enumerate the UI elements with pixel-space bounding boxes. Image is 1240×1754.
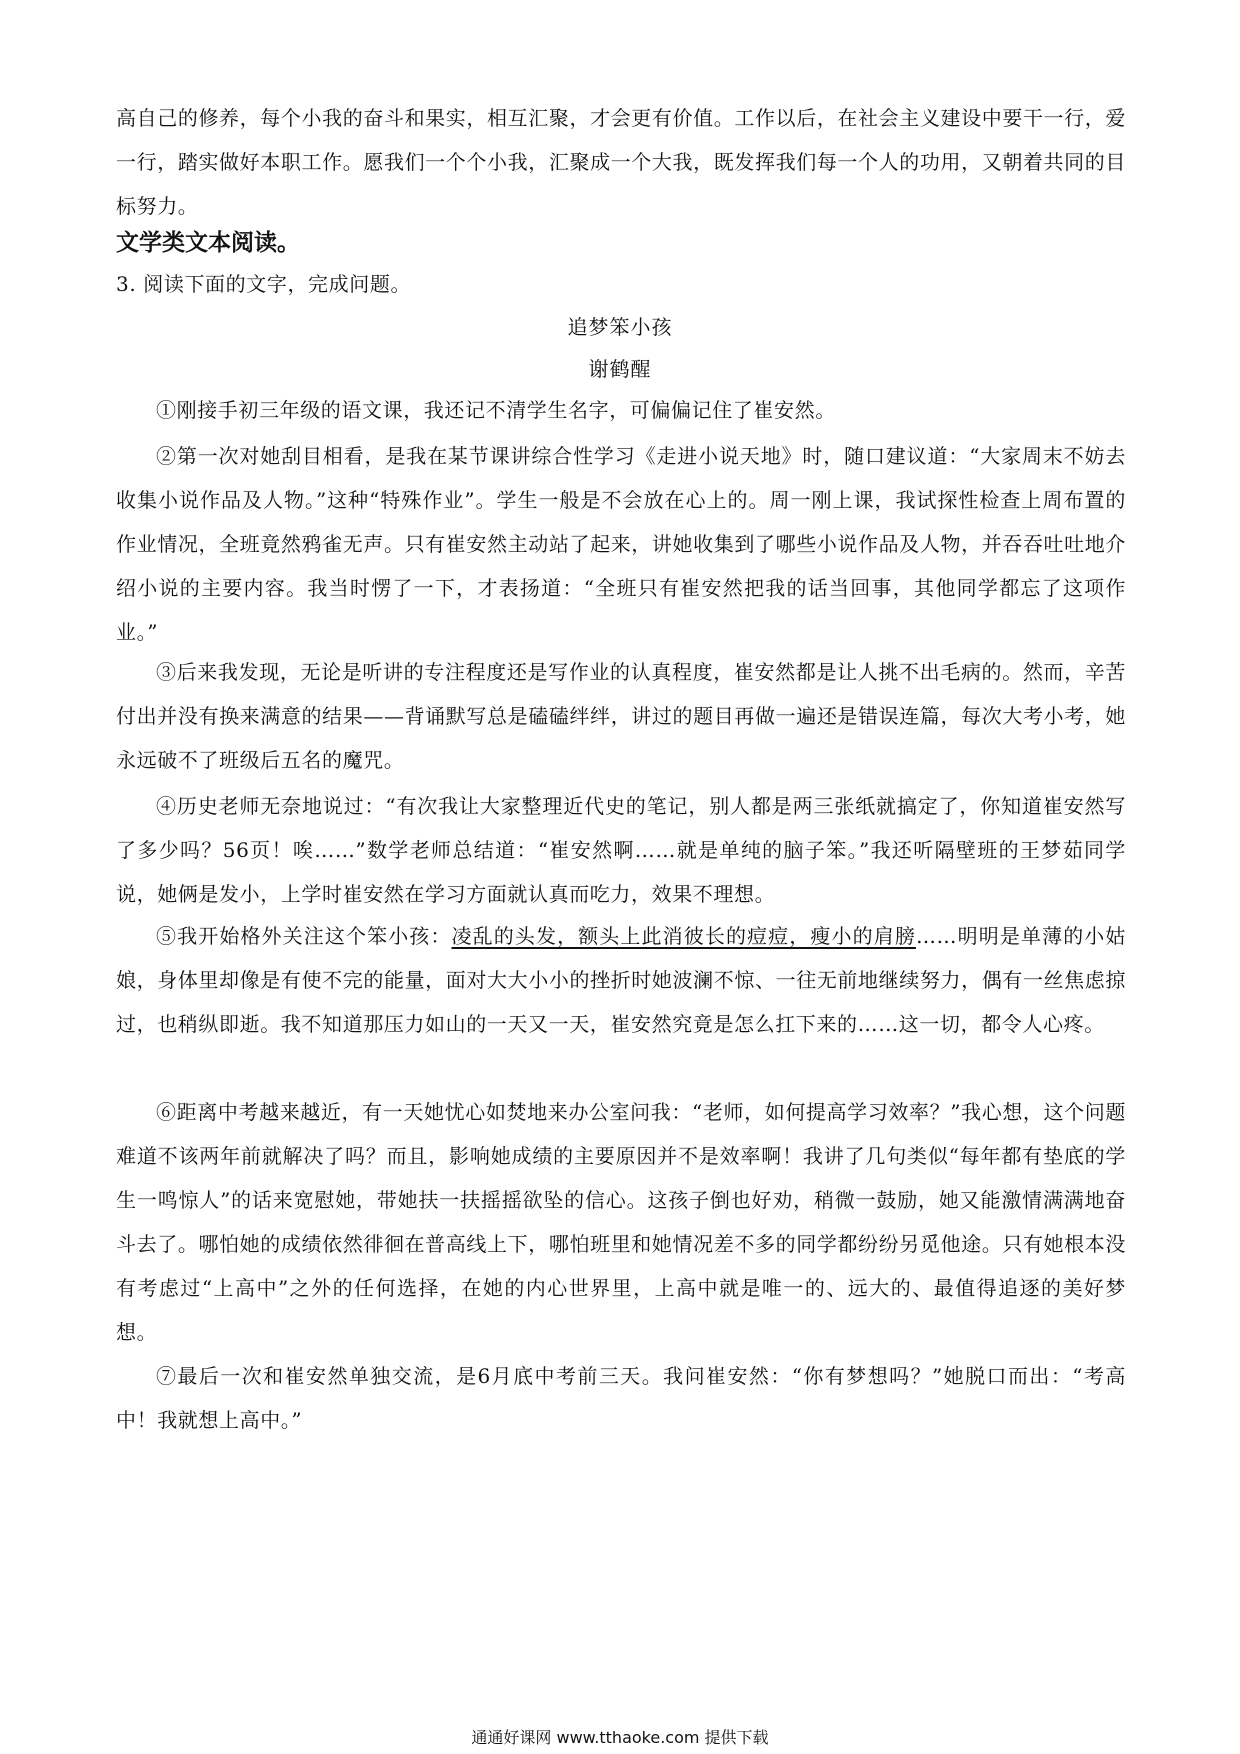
paragraph-5: [116, 914, 1126, 1046]
paragraph-2: ②第一次对她刮目相看，是我在某节课讲综合性学习《走进小说天地》时，随口建议道：“大家周末不妨去收集小说作品及人物。”这种“特殊作业”。学生一般是不会放在心上的。周一刚上课，我试探性检查上周布置的作业情况，全班竟然鸦雀无声。只有崔安然主动站了起来，讲她收集到了哪些小说作品及人物，并吞吞吐吐地介绍小说的主要内容。我当时愣了一下，才表扬道：“全班只有崔安然把我的话当回事，其他同学都忘了这项作业。”: [116, 444, 1126, 644]
question-prompt: 3. 阅读下面的文字，完成问题。: [116, 272, 412, 296]
footer-credit: 通通好课网 www.tthaoke.com 提供下载: [471, 1728, 769, 1747]
paragraph-5-start: ⑤我开始格外关注这个笨小孩：: [156, 924, 452, 948]
paragraph-5-end: ……明明是单薄的小姑娘，身体里却像是有使不完的能量，面对大大小小的挫折时她波澜不惊、一往无前地继续努力，偶有一丝焦虑掠过，也稍纵即逝。我不知道那压力如山的一天又一天，崔安然究竟是怎么扛下来的……这一切，都令人心疼。: [116, 924, 1127, 1036]
paragraph-3: ③后来我发现，无论是听讲的专注程度还是写作业的认真程度，崔安然都是让人挑不出毛病的。然而，辛苦付出并没有换来满意的结果——背诵默写总是磕磕绊绊，讲过的题目再做一遍还是错误连篇，每次大考小考，她永远破不了班级后五名的魔咒。: [116, 660, 1126, 772]
intro-paragraph: 高自己的修养，每个小我的奋斗和果实，相互汇聚，才会更有价值。工作以后，在社会主义建设中要干一行，爱一行，踏实做好本职工作。愿我们一个个小我，汇聚成一个大我，既发挥我们每一个人的功用，又朝着共同的目标努力。: [116, 106, 1126, 218]
article-author: 谢鹤醒: [588, 357, 652, 381]
paragraph-7: ⑦最后一次和崔安然单独交流，是6月底中考前三天。我问崔安然：“你有梦想吗？”她脱口而出：“考高中！我就想上高中。”: [116, 1364, 1126, 1432]
article-title: 追梦笨小孩: [567, 315, 673, 339]
paragraph-6: ⑥距离中考越来越近，有一天她忧心如焚地来办公室问我：“老师，如何提高学习效率？”我心想，这个问题难道不该两年前就解决了吗？而且，影响她成绩的主要原因并不是效率啊！我讲了几句类似“每年都有垫底的学生一鸣惊人”的话来宽慰她，带她扶一扶摇摇欲坠的信心。这孩子倒也好劝，稍微一鼓励，她又能激情满满地奋斗去了。哪怕她的成绩依然徘徊在普高线上下，哪怕班里和她情况差不多的同学都纷纷另觅他途。只有她根本没有考虑过“上高中”之外的任何选择，在她的内心世界里，上高中就是唯一的、远大的、最值得追逐的美好梦想。: [116, 1100, 1126, 1344]
paragraph-1: ①刚接手初三年级的语文课，我还记不清学生名字，可偏偏记住了崔安然。: [156, 398, 836, 422]
paragraph-4: ④历史老师无奈地说过：“有次我让大家整理近代史的笔记，别人都是两三张纸就搞定了，你知道崔安然写了多少吗？56页！唉……”数学老师总结道：“崔安然啊……就是单纯的脑子笨。”我还听隔壁班的王梦茹同学说，她俩是发小，上学时崔安然在学习方面就认真而吃力，效果不理想。: [116, 794, 1126, 906]
underlined-phrase: 凌乱的头发，额头上此消彼长的痘痘，瘦小的肩膀: [451, 924, 916, 948]
section-title: 文学类文本阅读。: [116, 229, 300, 256]
